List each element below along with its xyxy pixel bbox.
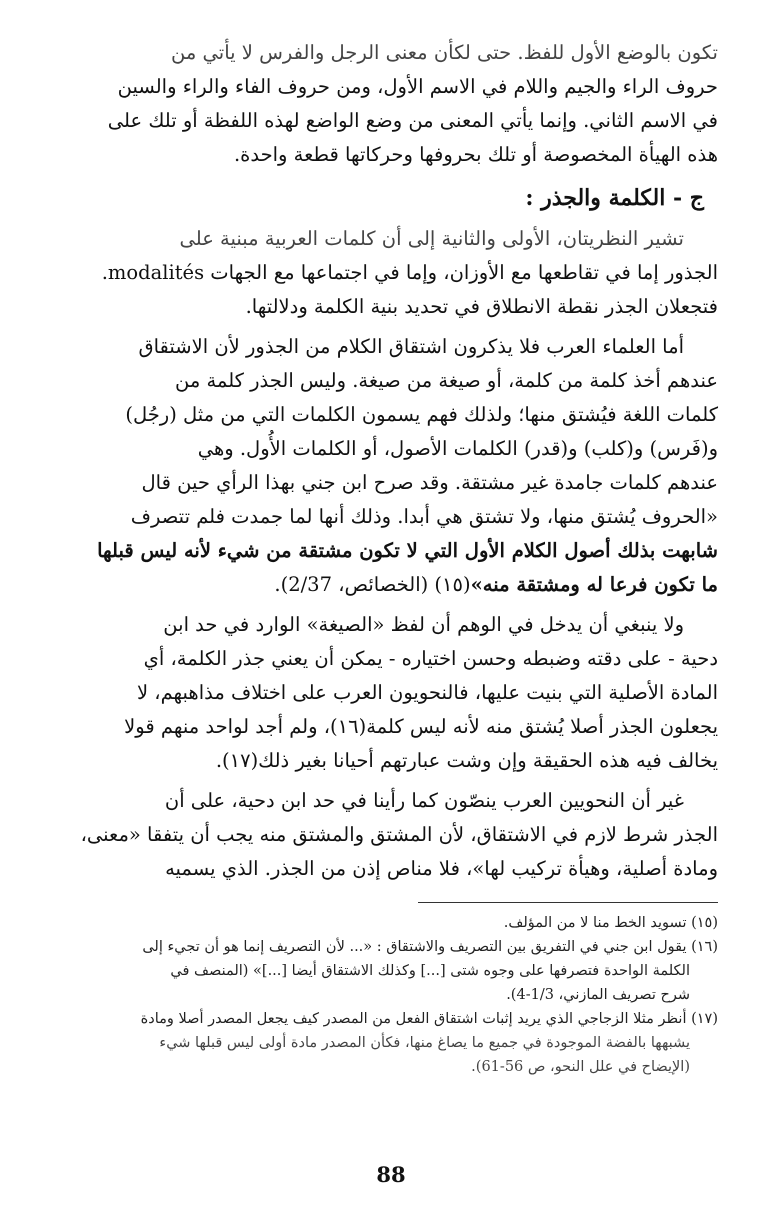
footnote-17: (١٧) أنظر مثلا الزجاجي الذي يريد إثبات اشتقاق الفعل من المصدر كيف يجعل المصدر أصلا ومادة [140, 1011, 718, 1027]
text-line: عندهم كلمات جامدة غير مشتقة. وقد صرح ابن جني بهذا الرأي حين قال [141, 471, 718, 494]
text-line: فتجعلان الجذر نقطة الانطلاق في تحديد بنية الكلمة ودلالتها. [245, 295, 718, 318]
text-line: في الاسم الثاني. وإنما يأتي المعنى من وضع الواضع لهذه اللفظة أو تلك على [107, 109, 718, 132]
text-line: غير أن النحويين العرب ينصّون كما رأينا في حد ابن دحية، على أن [164, 789, 684, 812]
paragraph-3 [72, 330, 718, 602]
footnote-16-line: شرح تصريف المازني، 1/3-4). [506, 987, 690, 1003]
footnote-17-line: (الإيضاح في علل النحو، ص 56-61). [471, 1059, 690, 1075]
text-line: عندهم أخذ كلمة من كلمة، أو صيغة من صيغة. وليس الجذر كلمة من [174, 369, 718, 392]
paragraph-5 [72, 784, 718, 886]
text-line: يجعلون الجذر أصلا يُشتق منه لأنه ليس كلمة(١٦)، ولم أجد لواحد منهم قولا [124, 715, 718, 738]
text-line: كلمات اللغة فيُشتق منها؛ ولذلك فهم يسمون الكلمات التي من مثل (رجُل) [125, 403, 718, 426]
text-line: المادة الأصلية التي بنيت عليها، فالنحويون العرب على اختلاف مذاهبهم، لا [136, 681, 718, 704]
text-line: هذه الهيأة المخصوصة أو تلك بحروفها وحركاتها قطعة واحدة. [233, 143, 718, 166]
paragraph-4 [72, 608, 718, 778]
text-line [72, 568, 718, 602]
footnotes [72, 911, 718, 1079]
text-line: دحية - على دقته وضبطه وحسن اختياره - يمكن أن يعني جذر الكلمة، أي [143, 647, 718, 670]
text-line: ومادة أصلية، وهيأة تركيب لها»، فلا مناص إذن من الجذر. الذي يسميه [165, 857, 718, 880]
quoted-bold-text: ما تكون فرعا له ومشتقة منه» [470, 573, 718, 596]
text-line: تكون بالوضع الأول للفظ. حتى لكأن معنى الرجل والفرس لا يأتي من [171, 41, 718, 64]
text-line: الجذر شرط لازم في الاشتقاق، لأن المشتق والمشتق منه يجب أن يتفقا «معنى، [80, 823, 718, 846]
text-line: ولا ينبغي أن يدخل في الوهم أن لفظ «الصيغة» الوارد في حد ابن [163, 613, 684, 636]
footnote-16-line: الكلمة الواحدة فتصرفها على وجوه شتى [...] وكذلك الاشتقاق أيضا [...]» (المنصف في [170, 963, 690, 979]
text-line: حروف الراء والجيم واللام في الاسم الأول، ومن حروف الفاء والراء والسين [117, 75, 718, 98]
paragraph-1 [72, 36, 718, 172]
quoted-bold-line: شابهت بذلك أصول الكلام الأول التي لا تكون مشتقة من شيء لأنه ليس قبلها [97, 539, 718, 562]
text-line: و(فَرس) و(كلب) و(قدر) الكلمات الأصول، أو الكلمات الأُول. وهي [197, 437, 718, 460]
page-number: 88 [376, 1162, 406, 1187]
footnote-divider [418, 902, 718, 903]
paragraph-2 [72, 222, 718, 324]
text-line: تشير النظريتان، الأولى والثانية إلى أن كلمات العربية مبنية على [179, 227, 684, 250]
footnote-16: (١٦) يقول ابن جني في التفريق بين التصريف والاشتقاق : «... لأن التصريف إنما هو أن تجيء إلى [142, 939, 718, 955]
section-heading: ج - الكلمة والجذر : [525, 185, 704, 211]
footnote-15: (١٥) تسويد الخط منا لا من المؤلف. [503, 915, 718, 931]
text-line: يخالف فيه هذه الحقيقة وإن وشت عبارتهم أحيانا بغير ذلك(١٧). [215, 749, 718, 772]
citation-text: (١٥) (الخصائص، 2/37). [274, 573, 471, 596]
text-line: «الحروف يُشتق منها، ولا تشتق هي أبدا. وذلك أنها لما جمدت فلم تتصرف [130, 505, 718, 528]
text-line: الجذور إما في تقاطعها مع الأوزان، وإما في اجتماعها مع الجهات modalités. [101, 261, 718, 284]
text-line: أما العلماء العرب فلا يذكرون اشتقاق الكلام من الجذور لأن الاشتقاق [138, 335, 684, 358]
footnote-17-line: يشبهها بالفضة الموجودة في جميع ما يصاغ منها، فكأن المصدر مادة أولى ليس قبلها شيء [159, 1035, 690, 1051]
